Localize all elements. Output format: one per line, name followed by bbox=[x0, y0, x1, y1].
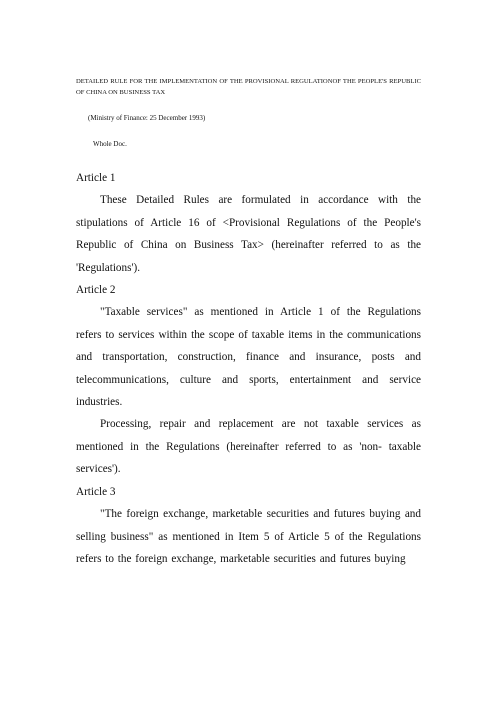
document-scope: Whole Doc. bbox=[93, 140, 127, 148]
document-title: DETAILED RULE FOR THE IMPLEMENTATION OF THE PROVISIONAL REGULATIONOF THE PEOPLE'S REPUBLIC OF CHINA ON BUSINESS TAX bbox=[76, 78, 421, 96]
article-paragraph: "The foreign exchange, marketable securities and futures buying and selling business" as mentioned in Item 5 of Article 5 of the Regulations refers to the foreign exchange, marketable securities and futures buying bbox=[76, 508, 421, 565]
article-heading: Article 3 bbox=[76, 485, 116, 498]
document-source: (Ministry of Finance: 25 December 1993) bbox=[88, 114, 206, 122]
article-1 bbox=[76, 167, 421, 279]
article-paragraph: Processing, repair and replacement are not taxable services as mentioned in the Regulations (hereinafter referred to as 'non- taxable services'). bbox=[76, 418, 421, 476]
article-paragraph: "Taxable services" as mentioned in Article 1 of the Regulations refers to services within the scope of taxable items in the communications and transportation, construction, finance and insurance, posts and telecommunications, culture and sports, entertainment and service industries. bbox=[76, 306, 421, 409]
article-2 bbox=[76, 279, 421, 481]
article-3 bbox=[76, 481, 421, 571]
article-heading: Article 2 bbox=[76, 284, 116, 297]
article-paragraph: These Detailed Rules are formulated in accordance with the stipulations of Article 16 of <Provisional Regulations of the People's Republic of China on Business Tax> (hereinafter referred to as the 'Regulations'). bbox=[76, 194, 421, 274]
document-body bbox=[76, 167, 421, 570]
article-heading: Article 1 bbox=[76, 172, 116, 184]
